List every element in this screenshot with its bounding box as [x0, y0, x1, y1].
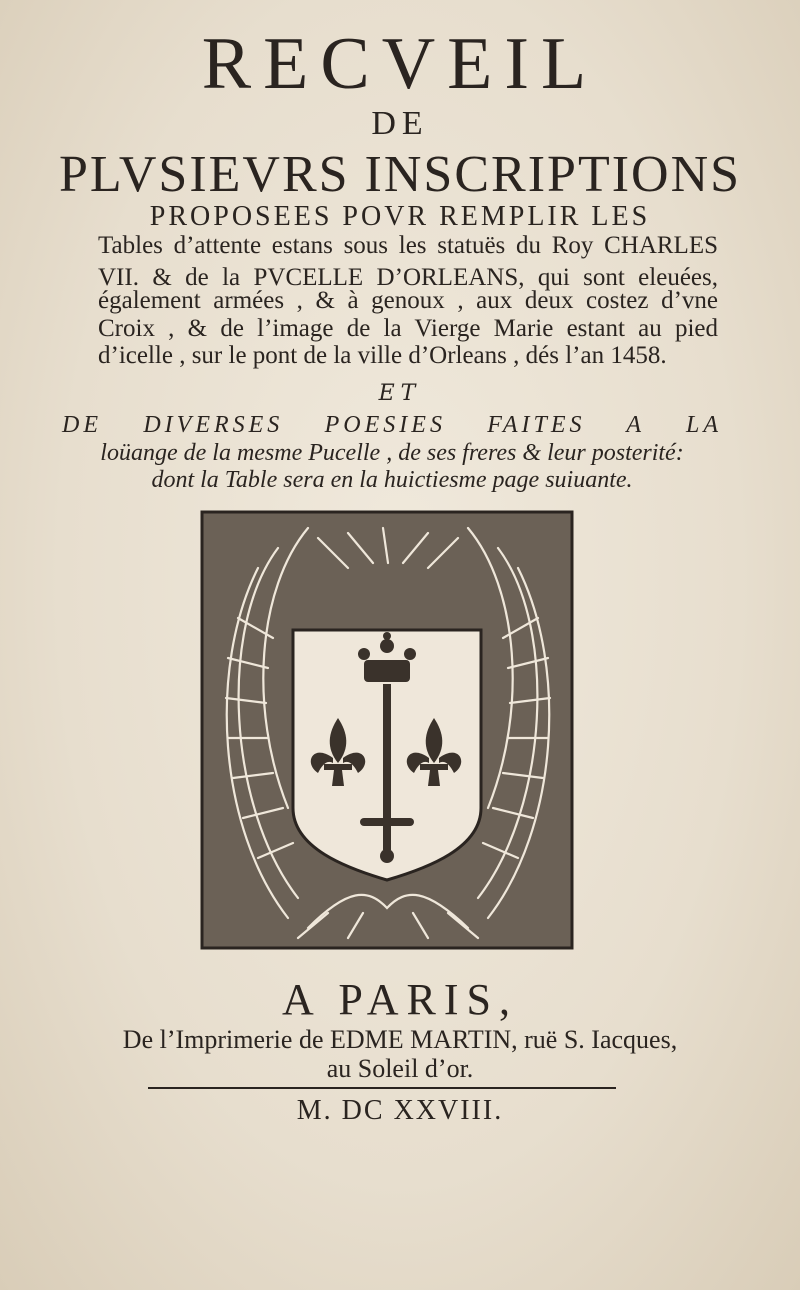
description-line-4: Croix , & de l’image de la Vierge Marie estant au pied [98, 315, 718, 342]
poesies-line-2: loüange de la mesme Pucelle , de ses freres & leur posterité: [100, 440, 684, 466]
imprint-sign: au Soleil d’or. [326, 1054, 474, 1083]
description-line-5: d’icelle , sur le pont de la ville d’Orleans , dés l’an 1458. [98, 342, 667, 369]
sword-blade [383, 684, 391, 818]
coat-of-arms-emblem [198, 508, 576, 952]
book-subtitle: PLVSIEVRS INSCRIPTIONS [58, 146, 742, 203]
imprint-date: M. DC XXVIII. [296, 1095, 504, 1126]
poesies-line-3: dont la Table sera en la huictiesme page suiuante. [151, 467, 633, 493]
imprint-printer: De l’Imprimerie de EDME MARTIN, ruë S. Iacques, [122, 1025, 678, 1054]
sword-hilt [383, 826, 391, 850]
description-line-2: VII. & de la PVCELLE D’ORLEANS, qui sont eleuées, [98, 264, 718, 291]
description-line-1: Tables d’attente estans sous les statuës du Roy CHARLES [98, 232, 718, 259]
proposees-line: PROPOSEES POVR REMPLIR LES [149, 201, 651, 232]
et-line: ET [378, 381, 422, 406]
description-line-3: également armées , & à genoux , aux deux costez d’vne [98, 287, 718, 314]
title-de: DE [371, 105, 429, 142]
poesies-line-1: DE DIVERSES POESIES FAITES A LA [62, 412, 722, 438]
sword-guard [360, 818, 414, 826]
book-title: RECVEIL [201, 23, 599, 105]
divider-rule [148, 1087, 616, 1089]
imprint-place: A PARIS, [281, 975, 519, 1024]
